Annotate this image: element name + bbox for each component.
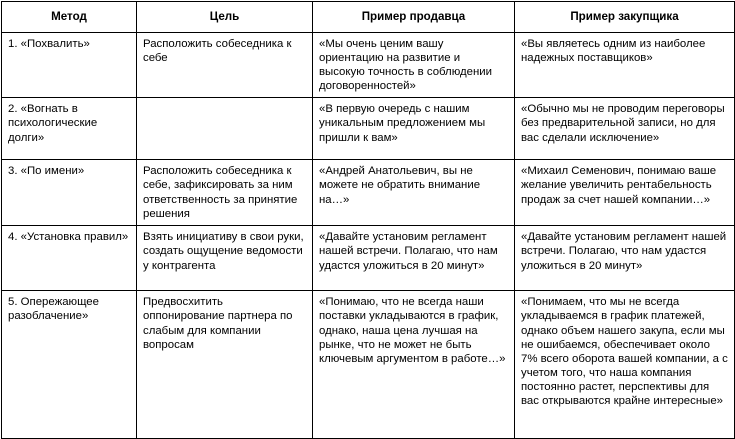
table-row: [2, 33, 735, 98]
cell-goal: Взять инициативу в свои руки, создать ощущение ведомости у контрагента: [137, 226, 313, 291]
cell-goal: Расположить собеседника к себе, зафиксировать за ним ответственность за принятие решения: [137, 160, 313, 226]
cell-method: 5. Опережающее разоблачение»: [2, 291, 137, 439]
cell-seller-example: «Мы очень ценим вашу ориентацию на развитие и высокую точность в соблюдении договоренностей»: [313, 33, 515, 98]
column-header-buyer-example: Пример закупщика: [515, 2, 735, 33]
cell-seller-example: «Давайте установим регламент нашей встречи. Полагаю, что нам удастся уложиться в 20 минут»: [313, 226, 515, 291]
cell-method: 3. «По имени»: [2, 160, 137, 226]
column-header-goal: Цель: [137, 2, 313, 33]
cell-seller-example: «Андрей Анатольевич, вы не можете не обратить внимание на…»: [313, 160, 515, 226]
table-row: [2, 226, 735, 291]
cell-buyer-example: «Понимаем, что мы не всегда укладываемся в график платежей, однако объем нашего закупа, если мы не ошибаемся, обеспечивает около 7% всего оборота вашей компании, а с учетом того, что наша компания постоянно растет, перспективы для вас открываются крайне интересные»: [515, 291, 735, 439]
table-header: [2, 2, 735, 33]
cell-seller-example: «Понимаю, что не всегда наши поставки укладываются в график, однако, наша цена лучшая на рынке, что не может не быть ключевым аргументом в работе…»: [313, 291, 515, 439]
column-header-seller-example: Пример продавца: [313, 2, 515, 33]
cell-goal: Предвосхитить оппонирование партнера по слабым для компании вопросам: [137, 291, 313, 439]
table-row: [2, 98, 735, 160]
cell-buyer-example: «Вы являетесь одним из наиболее надежных поставщиков»: [515, 33, 735, 98]
cell-method: 4. «Установка правил»: [2, 226, 137, 291]
cell-seller-example: «В первую очередь с нашим уникальным предложением мы пришли к вам»: [313, 98, 515, 160]
cell-goal: [137, 98, 313, 160]
cell-buyer-example: «Давайте установим регламент нашей встречи. Полагаю, что нам удастся уложиться в 20 минут»: [515, 226, 735, 291]
table-row: [2, 291, 735, 439]
cell-buyer-example: «Обычно мы не проводим переговоры без предварительной записи, но для вас сделали исключение»: [515, 98, 735, 160]
cell-goal: Расположить собеседника к себе: [137, 33, 313, 98]
table-header-row: [2, 2, 735, 33]
cell-method: 1. «Похвалить»: [2, 33, 137, 98]
cell-buyer-example: «Михаил Семенович, понимаю ваше желание увеличить рентабельность продаж за счет нашей компании…»: [515, 160, 735, 226]
column-header-method: Метод: [2, 2, 137, 33]
table-body: [2, 33, 735, 439]
cell-method: 2. «Вогнать в психологические долги»: [2, 98, 137, 160]
table-row: [2, 160, 735, 226]
methods-table: [1, 1, 735, 439]
table-container: [0, 1, 735, 438]
